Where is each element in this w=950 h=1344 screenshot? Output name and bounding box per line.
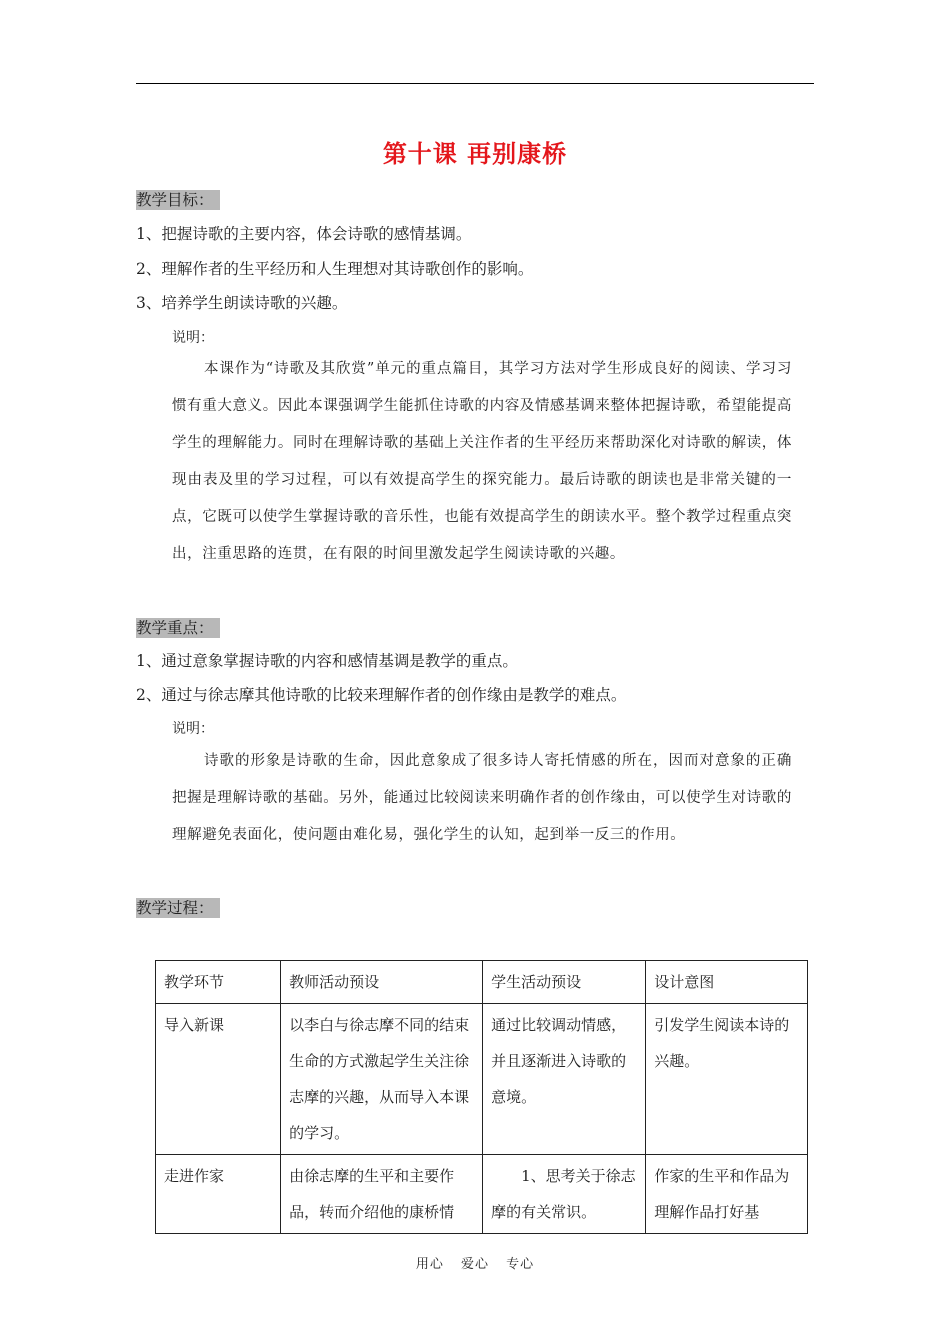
objectives-note-label: 说明： (172, 330, 214, 346)
table-cell: 1、思考关于徐志摩的有关常识。 (483, 1155, 646, 1234)
table-cell: 导入新课 (156, 1004, 281, 1155)
table-header-cell: 教师活动预设 (281, 961, 483, 1004)
section-heading-key-points: 教学重点： (136, 618, 220, 638)
footer-text: 爱心 (460, 1257, 489, 1272)
page-title: 第十课 再别康桥 (382, 140, 568, 168)
footer-text: 用心 (415, 1257, 444, 1272)
section-heading-process: 教学过程： (136, 898, 220, 918)
objective-item-3: 3、培养学生朗读诗歌的兴趣。 (136, 294, 348, 312)
key-points-note-label: 说明： (172, 721, 214, 737)
key-point-item-2: 2、通过与徐志摩其他诗歌的比较来理解作者的创作缘由是教学的难点。 (136, 686, 627, 704)
header-rule (136, 83, 814, 84)
table-row (156, 1155, 808, 1234)
key-point-item-1: 1、通过意象掌握诗歌的内容和感情基调是教学的重点。 (136, 652, 518, 670)
table-cell: 以李白与徐志摩不同的结束生命的方式激起学生关注徐志摩的兴趣，从而导入本课的学习。 (281, 1004, 483, 1155)
table-cell: 作家的生平和作品为理解作品打好基 (646, 1155, 808, 1234)
section-heading-objectives: 教学目标： (136, 190, 220, 210)
objective-item-2: 2、理解作者的生平经历和人生理想对其诗歌创作的影响。 (136, 260, 534, 278)
table-header-cell: 教学环节 (156, 961, 281, 1004)
table-header-row (156, 961, 808, 1004)
table-cell: 走进作家 (156, 1155, 281, 1234)
table-cell: 通过比较调动情感，并且逐渐进入诗歌的意境。 (483, 1004, 646, 1155)
objectives-note-text: 本课作为“诗歌及其欣赏”单元的重点篇目，其学习方法对学生形成良好的阅读、学习习惯有重大意义。因此本课强调学生能抓住诗歌的内容及情感基调来整体把握诗歌，希望能提高学生的理解能力。同时在理解诗歌的基础上关注作者的生平经历来帮助深化对诗歌的解读，体现由表及里的学习过程，可以有效提高学生的探究能力。最后诗歌的朗读也是非常关键的一点，它既可以使学生掌握诗歌的音乐性，也能有效提高学生的朗读水平。整个教学过程重点突出，注重思路的连贯，在有限的时间里激发起学生阅读诗歌的兴趣。 (172, 361, 792, 562)
key-points-note-text: 诗歌的形象是诗歌的生命，因此意象成了很多诗人寄托情感的所在，因而对意象的正确把握是理解诗歌的基础。另外，能通过比较阅读来明确作者的创作缘由，可以使学生对诗歌的理解避免表面化，使问题由难化易，强化学生的认知，起到举一反三的作用。 (172, 753, 792, 843)
objective-item-1: 1、把握诗歌的主要内容，体会诗歌的感情基调。 (136, 225, 472, 243)
footer-text: 专心 (506, 1257, 535, 1272)
table-header-cell: 学生活动预设 (483, 961, 646, 1004)
table-row (156, 1004, 808, 1155)
page-footer (0, 1253, 950, 1272)
table-cell: 由徐志摩的生平和主要作品，转而介绍他的康桥情 (281, 1155, 483, 1234)
teaching-process-table (155, 960, 808, 1234)
table-header-cell: 设计意图 (646, 961, 808, 1004)
table-cell: 引发学生阅读本诗的兴趣。 (646, 1004, 808, 1155)
